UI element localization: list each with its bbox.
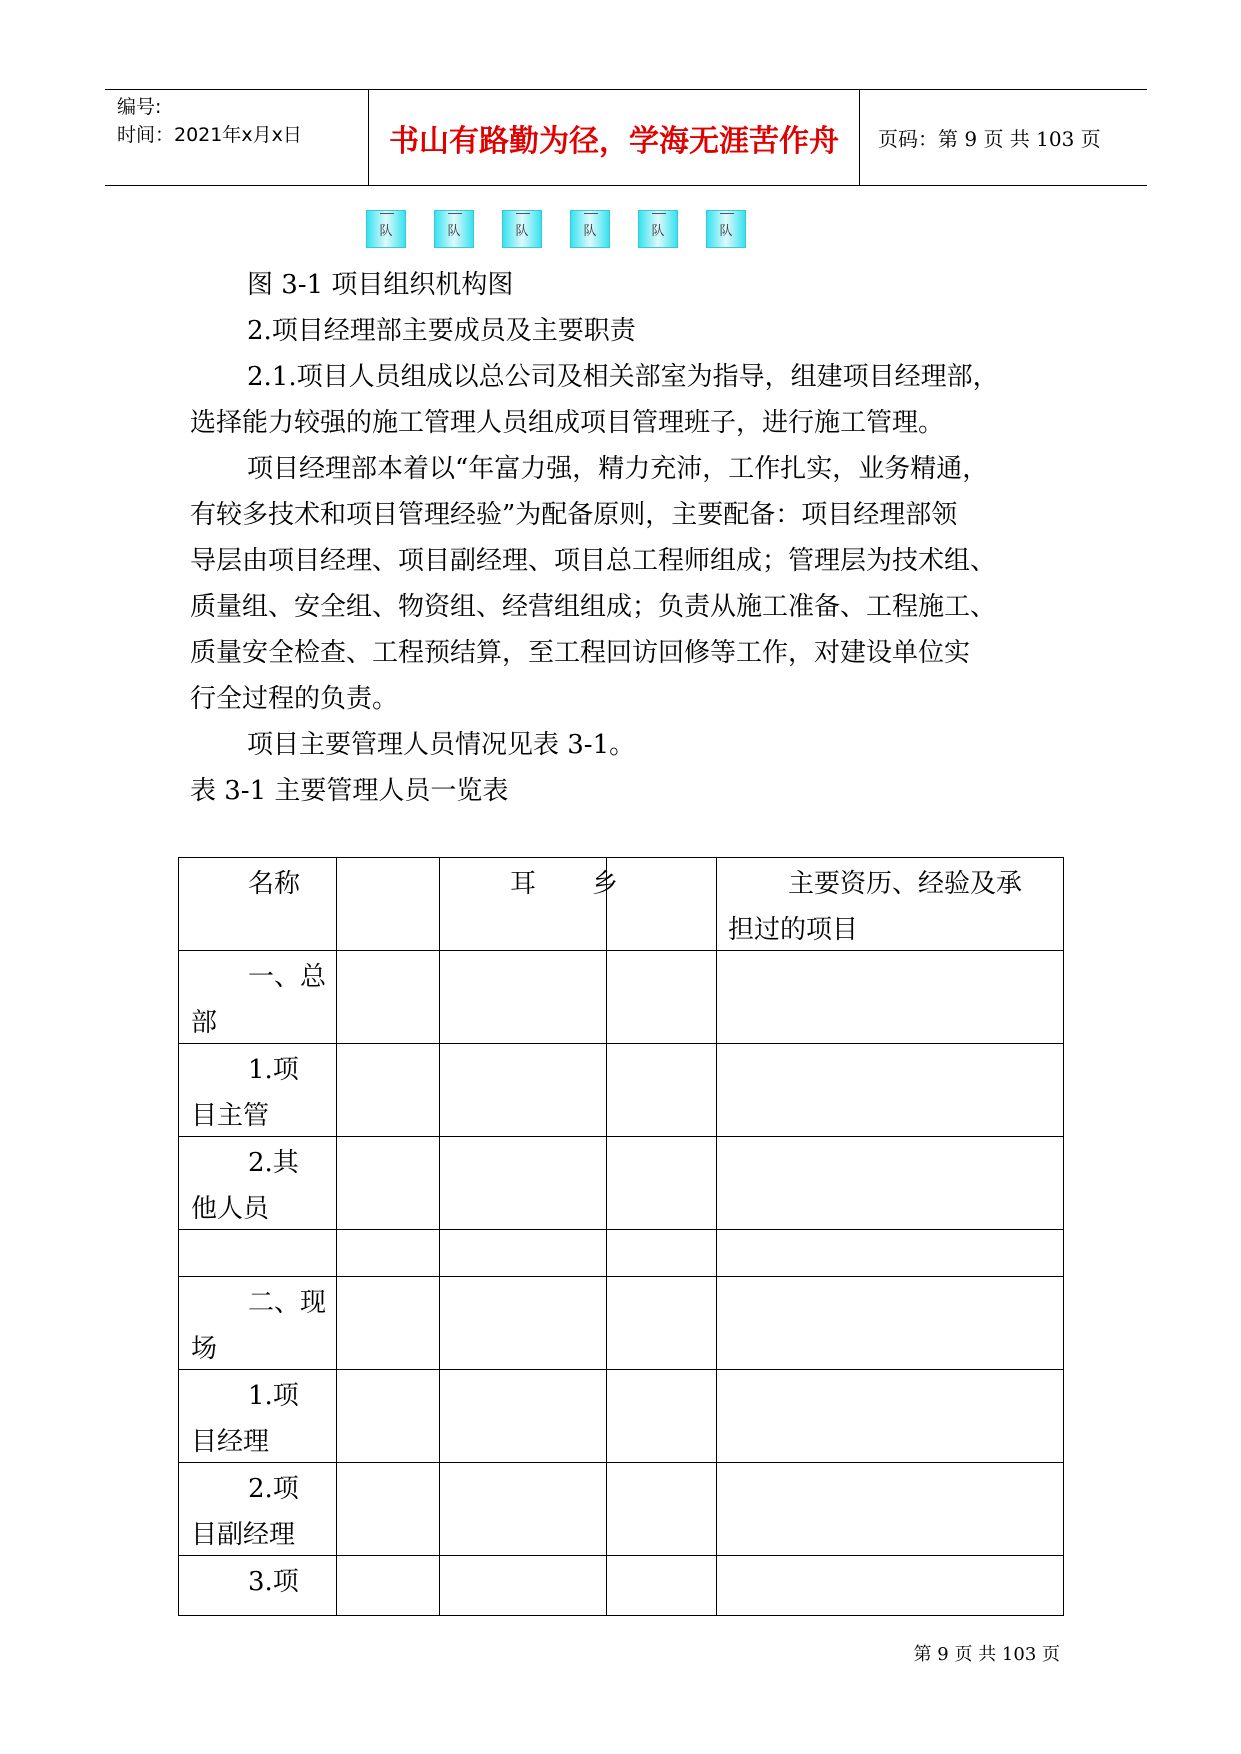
org-chart-teams [0,210,1241,250]
number-label: 编号: [117,96,162,118]
row-label: 他人员 [191,1194,270,1224]
team-box: 队 [434,210,474,248]
paragraph-line: 行全过程的负责。 [190,684,399,714]
staff-table [178,857,1064,1616]
time-label: 时间：2021年x月x日 [117,124,302,146]
page-header [105,89,1147,186]
team-box: 队 [638,210,678,248]
col-header-experience: 担过的项目 [728,915,859,945]
paragraph-line: 导层由项目经理、项目副经理、项目总工程师组成；管理层为技术组、 [190,546,997,576]
header-motto: 书山有路勤为径，学海无涯苦作舟 [369,90,860,185]
row-label: 1.项 [248,1381,299,1411]
figure-caption: 图 3-1 项目组织机构图 [247,270,514,300]
col-header-name: 名称 [248,869,301,899]
row-label: 部 [191,1008,218,1038]
row-label: 目副经理 [191,1520,296,1550]
header-page-info: 页码：第 9 页 共 103 页 [878,127,1101,151]
team-box: 队 [706,210,746,248]
row-label: 目主管 [191,1101,270,1131]
section-title: 2.项目经理部主要成员及主要职责 [247,316,636,346]
row-label: 二、现 [248,1288,327,1318]
paragraph-line: 2.1.项目人员组成以总公司及相关部室为指导，组建项目经理部， [247,362,999,392]
paragraph-line: 选择能力较强的施工管理人员组成项目管理班子，进行施工管理。 [190,408,945,438]
row-label: 场 [191,1334,218,1364]
row-label: 1.项 [248,1055,299,1085]
paragraph-line: 质量组、安全组、物资组、经营组组成；负责从施工准备、工程施工、 [190,592,997,622]
team-box: 队 [570,210,610,248]
col-header-duty-clipped: 乡 [592,869,619,899]
row-label: 2.项 [248,1474,299,1504]
col-header-experience: 主要资历、经验及承 [788,869,1023,899]
col-header-duty: 耳 [510,869,537,899]
table-caption: 表 3-1 主要管理人员一览表 [190,776,509,806]
row-label: 2.其 [248,1148,299,1178]
paragraph-line: 项目主要管理人员情况见表 3-1。 [247,730,636,760]
paragraph-line: 有较多技术和项目管理经验”为配备原则，主要配备：项目经理部领 [190,500,958,530]
team-box: 队 [366,210,406,248]
team-box: 队 [502,210,542,248]
row-label: 3.项 [248,1567,299,1597]
paragraph-line: 质量安全检查、工程预结算，至工程回访回修等工作，对建设单位实 [190,638,971,668]
header-meta [105,90,369,185]
row-label: 目经理 [191,1427,270,1457]
paragraph-line: 项目经理部本着以“年富力强，精力充沛，工作扎实，业务精通， [247,454,989,484]
row-label: 一、总 [248,962,327,992]
page-footer: 第 9 页 共 103 页 [913,1644,1060,1665]
